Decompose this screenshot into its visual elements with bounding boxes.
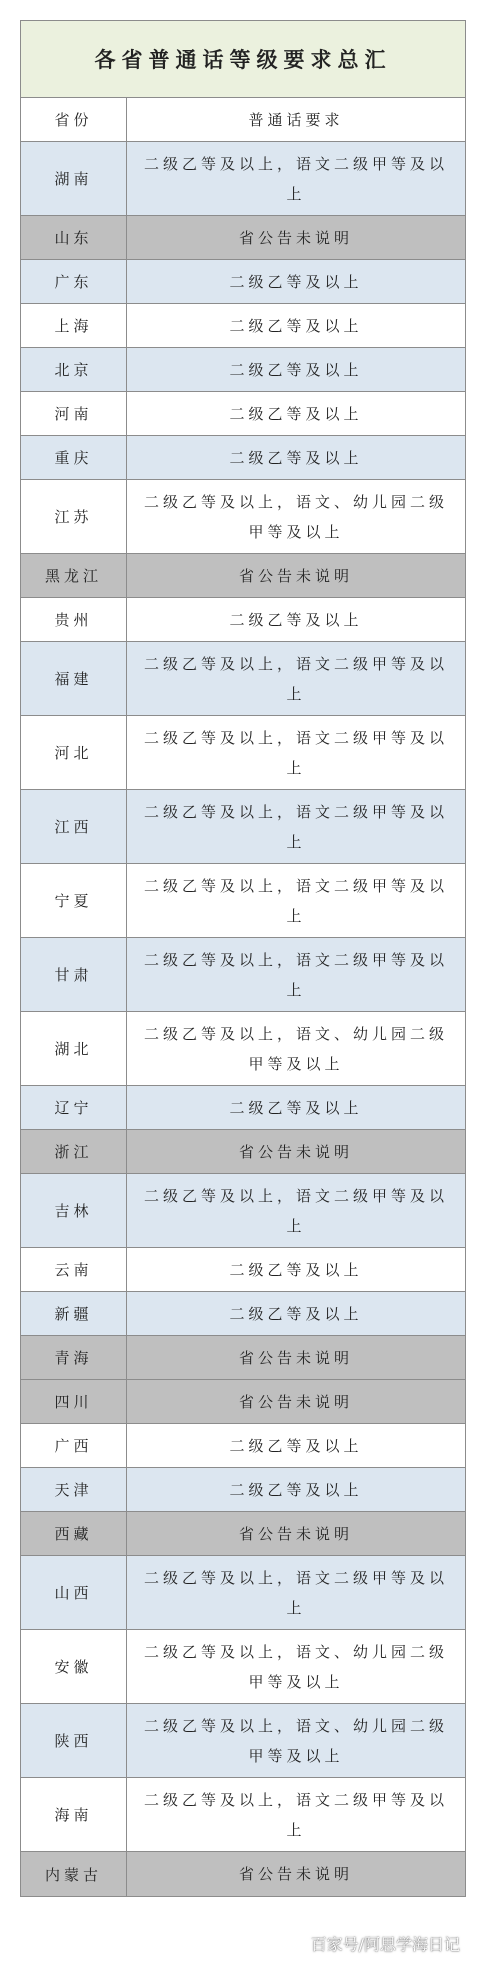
table-row — [21, 716, 465, 790]
table-row — [21, 1130, 465, 1174]
table-row — [21, 1248, 465, 1292]
requirement-cell: 二级乙等及以上，语文二级甲等及以上 — [143, 1568, 448, 1617]
province-cell: 山东 — [21, 216, 127, 259]
province-cell: 江西 — [21, 790, 127, 863]
requirement-cell: 省公告未说明 — [238, 228, 353, 247]
requirement-cell: 二级乙等及以上 — [229, 610, 363, 629]
province-cell: 四川 — [21, 1380, 127, 1423]
table-row — [21, 1468, 465, 1512]
requirement-cell: 二级乙等及以上 — [229, 1098, 363, 1117]
requirement-cell: 二级乙等及以上 — [229, 1304, 363, 1323]
table-row — [21, 1380, 465, 1424]
province-cell: 河南 — [21, 392, 127, 435]
table-row — [21, 1852, 465, 1896]
requirement-cell: 省公告未说明 — [238, 1142, 353, 1161]
table-row — [21, 1778, 465, 1852]
table-row — [21, 1174, 465, 1248]
province-cell: 黑龙江 — [21, 554, 127, 597]
requirement-cell: 省公告未说明 — [238, 566, 353, 585]
requirement-cell: 二级乙等及以上，语文、幼儿园二级甲等及以上 — [143, 1716, 448, 1765]
province-cell: 辽宁 — [21, 1086, 127, 1129]
requirement-cell: 二级乙等及以上，语文、幼儿园二级甲等及以上 — [143, 492, 448, 541]
province-cell: 广东 — [21, 260, 127, 303]
requirement-cell: 省公告未说明 — [238, 1348, 353, 1367]
province-cell: 福建 — [21, 642, 127, 715]
province-cell: 海南 — [21, 1778, 127, 1851]
province-cell: 山西 — [21, 1556, 127, 1629]
requirement-cell: 二级乙等及以上，语文、幼儿园二级甲等及以上 — [143, 1642, 448, 1691]
province-cell: 重庆 — [21, 436, 127, 479]
table-row — [21, 864, 465, 938]
requirement-cell: 二级乙等及以上 — [229, 1260, 363, 1279]
province-cell: 江苏 — [21, 480, 127, 553]
province-cell: 新疆 — [21, 1292, 127, 1335]
table-row — [21, 1512, 465, 1556]
requirement-cell: 二级乙等及以上 — [229, 1480, 363, 1499]
table-row — [21, 480, 465, 554]
table-row — [21, 392, 465, 436]
province-cell: 天津 — [21, 1468, 127, 1511]
requirement-cell: 二级乙等及以上 — [229, 360, 363, 379]
province-cell: 北京 — [21, 348, 127, 391]
province-cell: 安徽 — [21, 1630, 127, 1703]
table-header-row — [21, 98, 465, 142]
province-cell: 湖北 — [21, 1012, 127, 1085]
province-cell: 内蒙古 — [21, 1852, 127, 1896]
requirement-cell: 二级乙等及以上，语文二级甲等及以上 — [143, 728, 448, 777]
requirement-cell: 二级乙等及以上 — [229, 1436, 363, 1455]
table-row — [21, 260, 465, 304]
requirement-cell: 省公告未说明 — [238, 1524, 353, 1543]
requirements-table — [20, 20, 466, 1897]
requirement-cell: 二级乙等及以上，语文二级甲等及以上 — [143, 876, 448, 925]
table-row — [21, 554, 465, 598]
province-cell: 青海 — [21, 1336, 127, 1379]
header-requirement: 普通话要求 — [248, 110, 344, 129]
table-row — [21, 348, 465, 392]
province-cell: 西藏 — [21, 1512, 127, 1555]
table-row — [21, 790, 465, 864]
requirement-cell: 二级乙等及以上，语文、幼儿园二级甲等及以上 — [143, 1024, 448, 1073]
table-row — [21, 598, 465, 642]
province-cell: 浙江 — [21, 1130, 127, 1173]
province-cell: 广西 — [21, 1424, 127, 1467]
requirement-cell: 二级乙等及以上 — [229, 272, 363, 291]
table-row — [21, 304, 465, 348]
requirement-cell: 二级乙等及以上 — [229, 404, 363, 423]
province-cell: 宁夏 — [21, 864, 127, 937]
requirement-cell: 二级乙等及以上，语文二级甲等及以上 — [143, 154, 448, 203]
province-cell: 陕西 — [21, 1704, 127, 1777]
table-row — [21, 1704, 465, 1778]
table-row — [21, 436, 465, 480]
requirement-cell: 省公告未说明 — [238, 1865, 353, 1883]
province-cell: 吉林 — [21, 1174, 127, 1247]
requirement-cell: 二级乙等及以上，语文二级甲等及以上 — [143, 950, 448, 999]
table-row — [21, 1556, 465, 1630]
table-row — [21, 642, 465, 716]
requirement-cell: 二级乙等及以上，语文二级甲等及以上 — [143, 802, 448, 851]
requirement-cell: 二级乙等及以上 — [229, 316, 363, 335]
table-row — [21, 1086, 465, 1130]
table-body — [21, 142, 465, 1896]
table-row — [21, 1424, 465, 1468]
watermark-text: 百家号/阿思学海日记 — [310, 1935, 460, 1954]
table-row — [21, 938, 465, 1012]
requirement-cell: 二级乙等及以上，语文二级甲等及以上 — [143, 1186, 448, 1235]
table-row — [21, 142, 465, 216]
table-row — [21, 1336, 465, 1380]
requirement-cell: 省公告未说明 — [238, 1392, 353, 1411]
province-cell: 甘肃 — [21, 938, 127, 1011]
table-row — [21, 1292, 465, 1336]
province-cell: 河北 — [21, 716, 127, 789]
province-cell: 贵州 — [21, 598, 127, 641]
province-cell: 云南 — [21, 1248, 127, 1291]
province-cell: 上海 — [21, 304, 127, 347]
table-title: 各省普通话等级要求总汇 — [21, 21, 465, 98]
requirement-cell: 二级乙等及以上，语文二级甲等及以上 — [143, 1790, 448, 1839]
table-row — [21, 1012, 465, 1086]
table-row — [21, 1630, 465, 1704]
requirement-cell: 二级乙等及以上 — [229, 448, 363, 467]
province-cell: 湖南 — [21, 142, 127, 215]
requirement-cell: 二级乙等及以上，语文二级甲等及以上 — [143, 654, 448, 703]
table-row — [21, 216, 465, 260]
header-province: 省份 — [21, 98, 127, 141]
